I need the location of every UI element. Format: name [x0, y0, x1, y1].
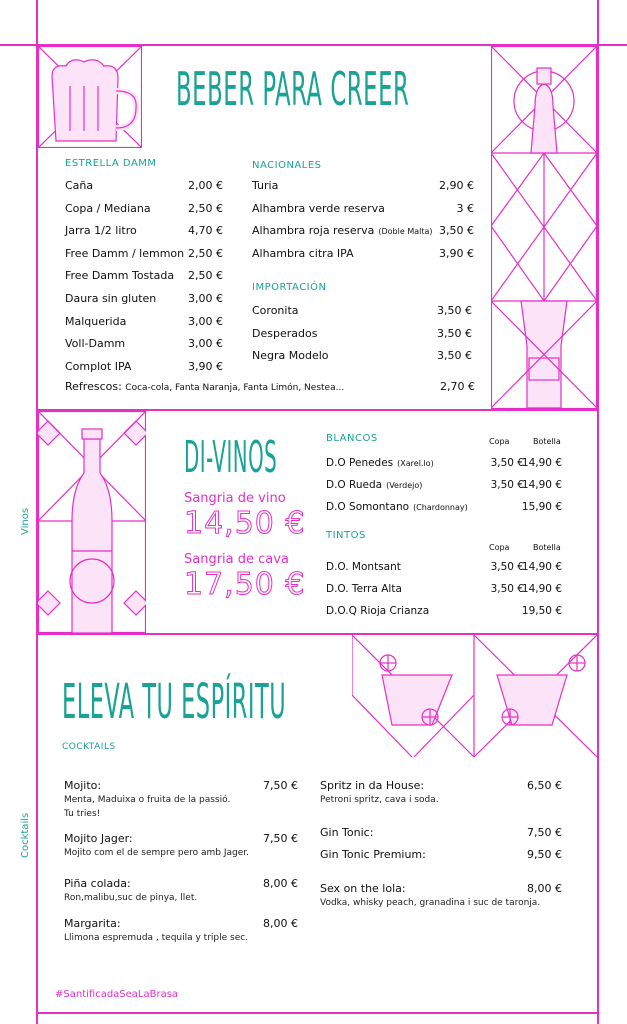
blancos-wine-name-text: D.O Penedes — [326, 457, 394, 469]
estrella-item-name — [65, 202, 151, 215]
cocktail-price: 7,50 € — [263, 779, 298, 792]
refrescos-price: 2,70 € — [440, 380, 475, 393]
cocktails-side-label: Cocktails — [20, 812, 31, 858]
cocktails-title: ELEVA TU ESPÍRITU — [62, 674, 287, 730]
estrella-item-name — [65, 247, 184, 260]
nacionales-item-name — [252, 179, 282, 192]
nacionales-item-name — [252, 224, 433, 237]
importacion-item-name — [252, 327, 317, 340]
estrella-item-price: 2,50 € — [188, 246, 223, 260]
page-title: BEBER PARA CREER — [176, 62, 410, 116]
cocktail-name: Margarita: — [64, 917, 121, 930]
nacionales-item-note: (Doble Malta) — [378, 227, 433, 237]
estrella-item-name-text: Copa / Mediana — [65, 201, 151, 215]
importacion-item-name-text: Coronita — [252, 304, 299, 317]
tintos-wine-copa: 3,50 € — [490, 561, 524, 573]
blancos-heading: BLANCOS — [326, 433, 378, 444]
cocktail-name: Spritz in da House: — [320, 779, 425, 792]
cocktail-glasses-illustration — [352, 635, 597, 757]
tintos-wine-botella: 14,90 € — [521, 561, 562, 573]
nacionales-item-price: 3,90 € — [439, 246, 474, 260]
estrella-item-name-text: Complot IPA — [65, 359, 132, 373]
cocktail-name: Piña colada: — [64, 877, 131, 890]
nacionales-item-name-text: Alhambra roja reserva — [252, 224, 375, 238]
cocktail-price: 8,00 € — [527, 882, 562, 895]
importacion-item-name — [252, 304, 299, 317]
tintos-wine-name — [326, 605, 429, 617]
nacionales-item-price: 3,50 € — [439, 224, 474, 238]
tintos-wine-name-text: D.O. Terra Alta — [326, 583, 402, 595]
cocktail-price: 7,50 € — [263, 832, 298, 845]
tintos-heading: TINTOS — [326, 530, 366, 541]
tintos-wine-name — [326, 583, 402, 595]
estrella-item-name — [65, 179, 93, 192]
blancos-wine-note: (Xarel.lo) — [397, 459, 434, 468]
estrella-item-name-text: Jarra 1/2 litro — [65, 224, 137, 238]
sangria-cava-price: 17,50 € — [184, 567, 306, 602]
estrella-item-name-text: Voll-Damm — [65, 337, 126, 351]
tintos-wine-name-text: D.O.Q Rioja Crianza — [326, 605, 430, 617]
footer-hashtag: #SantificadaSeaLaBrasa — [55, 989, 179, 1000]
estrella-item-name — [65, 360, 131, 373]
cocktail-desc: Mojito com el de sempre pero amb Jager. — [64, 848, 249, 858]
cocktail-name: Gin Tonic Premium: — [320, 848, 426, 861]
importacion-item-name-text: Desperados — [252, 326, 318, 340]
estrella-item-name — [65, 292, 156, 305]
nacionales-item-price: 2,90 € — [439, 179, 474, 192]
blancos-col-copa: Copa — [489, 437, 510, 446]
blancos-wine-copa: 3,50 € — [490, 479, 524, 491]
tintos-wine-name-text: D.O. Montsant — [326, 561, 401, 573]
estrella-item-name-text: Caña — [65, 179, 94, 192]
tintos-wine-botella: 14,90 € — [521, 583, 562, 595]
estrella-item-name — [65, 269, 174, 282]
estrella-item-name-text: Free Damm Tostada — [65, 269, 175, 283]
nacionales-item-name-text: Turia — [252, 179, 279, 192]
nacionales-item-name — [252, 247, 358, 260]
cocktail-name: Gin Tonic: — [320, 826, 374, 839]
importacion-item-name-text: Negra Modelo — [252, 349, 329, 363]
estrella-item-price: 2,50 € — [188, 201, 223, 215]
estrella-item-name — [65, 315, 126, 328]
cocktail-price: 6,50 € — [527, 779, 562, 792]
sangria-cava-label: Sangria de cava — [184, 552, 289, 567]
importacion-item-price: 3,50 € — [437, 349, 472, 363]
blancos-wine-note: (Verdejo) — [386, 481, 423, 490]
wine-title: DI-VINOS — [184, 432, 278, 483]
estrella-item-price: 3,00 € — [188, 292, 223, 305]
tintos-wine-botella: 19,50 € — [521, 605, 562, 617]
tintos-wine-copa: 3,50 € — [490, 583, 524, 595]
cocktail-desc-2: Tu tries! — [64, 809, 101, 819]
beer-mug-illustration — [38, 46, 142, 148]
nacionales-heading: NACIONALES — [252, 160, 322, 171]
tintos-col-copa: Copa — [489, 543, 510, 552]
estrella-item-name — [65, 337, 125, 350]
importacion-item-price: 3,50 € — [437, 304, 472, 317]
frame-right-line — [597, 0, 599, 1024]
estrella-item-name — [65, 224, 137, 237]
importacion-item-name — [252, 349, 329, 362]
blancos-wine-name-text: D.O Somontano — [326, 501, 410, 513]
estrella-item-name-text: Malquerida — [65, 314, 127, 328]
sangria-vino-label: Sangria de vino — [184, 491, 286, 506]
nacionales-item-name-text: Alhambra citra IPA — [252, 246, 354, 260]
estrella-heading: ESTRELLA DAMM — [65, 158, 157, 169]
importacion-item-price: 3,50 € — [437, 326, 472, 340]
blancos-wine-note: (Chardonnay) — [413, 503, 468, 512]
nacionales-item-name-text: Alhambra verde reserva — [252, 201, 385, 215]
tintos-wine-name — [326, 561, 401, 573]
refrescos-text: Coca-cola, Fanta Naranja, Fanta Limón, Nestea... — [125, 383, 345, 393]
blancos-wine-name — [326, 501, 468, 513]
cocktails-subtitle: COCKTAILS — [62, 742, 116, 752]
estrella-item-price: 4,70 € — [188, 224, 223, 238]
blancos-col-botella: Botella — [533, 437, 561, 446]
cocktail-name: Mojito: — [64, 779, 102, 792]
tintos-col-botella: Botella — [533, 543, 561, 552]
cocktail-price: 8,00 € — [263, 877, 298, 890]
cocktail-desc: Petroni spritz, cava i soda. — [320, 795, 439, 805]
blancos-wine-botella: 15,90 € — [521, 501, 562, 513]
sangria-vino-price: 14,50 € — [184, 506, 306, 541]
wine-bottle-illustration — [38, 411, 146, 633]
cocktail-desc: Vodka, whisky peach, granadina i suc de taronja. — [320, 898, 541, 908]
estrella-item-name-text: Free Damm / lemmon — [65, 246, 185, 260]
estrella-item-price: 3,90 € — [188, 359, 223, 373]
vinos-side-label: Vinos — [20, 507, 31, 535]
nacionales-item-name — [252, 202, 389, 215]
importacion-heading: IMPORTACIÓN — [252, 282, 327, 293]
estrella-item-price: 2,00 € — [188, 179, 223, 192]
refrescos-label: Refrescos: — [65, 380, 122, 393]
cocktail-price: 8,00 € — [263, 917, 298, 930]
estrella-item-name-text: Daura sin gluten — [65, 292, 157, 305]
estrella-item-price: 2,50 € — [188, 269, 223, 283]
cocktail-desc: Menta, Maduixa o fruita de la passió. — [64, 795, 231, 805]
estrella-item-price: 3,00 € — [188, 314, 223, 328]
blancos-wine-botella: 14,90 € — [521, 479, 562, 491]
bottle-decoration — [491, 46, 597, 409]
frame-bottom-line — [36, 1012, 599, 1014]
cocktail-desc: Llimona espremuda , tequila y triple sec. — [64, 933, 249, 943]
blancos-wine-name — [326, 479, 422, 491]
blancos-wine-name — [326, 457, 434, 469]
blancos-wine-copa: 3,50 € — [490, 457, 524, 469]
cocktail-price: 7,50 € — [527, 826, 562, 839]
blancos-wine-name-text: D.O Rueda — [326, 479, 383, 491]
cocktail-name: Mojito Jager: — [64, 832, 133, 845]
cocktail-name: Sex on the lola: — [320, 882, 406, 895]
estrella-item-price: 3,00 € — [188, 337, 223, 351]
nacionales-item-price: 3 € — [456, 201, 474, 215]
blancos-wine-botella: 14,90 € — [521, 457, 562, 469]
cocktail-price: 9,50 € — [527, 848, 562, 861]
cocktail-desc: Ron,malibu,suc de pinya, llet. — [64, 893, 198, 903]
